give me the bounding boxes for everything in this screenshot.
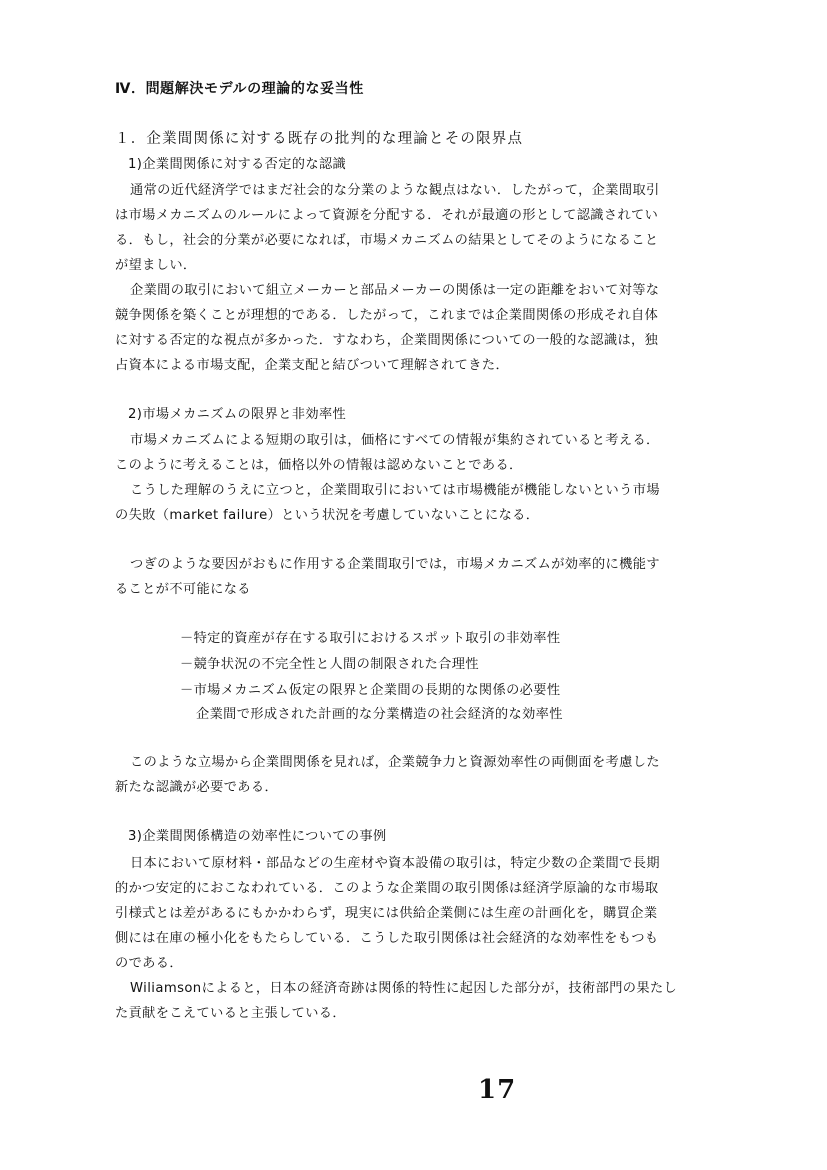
paragraph-line: 市場メカニズムによる短期の取引は，価格にすべての情報が集約されていると考える．	[130, 433, 660, 448]
paragraph-line: ることが不可能になる	[115, 582, 251, 597]
paragraph-line: 側には在庫の極小化をもたらしている．こうした取引関係は社会経済的な効率性をもつも	[115, 931, 659, 946]
paragraph-line: このように考えることは，価格以外の情報は認めないことである．	[115, 458, 523, 473]
section-title: Ⅳ．問題解決モデルの理論的な妥当性	[115, 81, 364, 97]
paragraph-line: 新たな認識が必要である．	[115, 780, 279, 795]
subsection-title: １．企業間関係に対する既存の批判的な理論とその限界点	[115, 131, 524, 147]
paragraph-line: 競争関係を築くことが理想的である．したがって，これまでは企業間関係の形成それ自体	[115, 308, 659, 323]
paragraph-line: る．もし，社会的分業が必要になれば，市場メカニズムの結果としてそのようになること	[115, 233, 659, 248]
paragraph-line: は市場メカニズムのルールによって資源を分配する．それが最適の形として認識されてい	[115, 208, 659, 223]
paragraph-line: 的かつ安定的におこなわれている．このような企業間の取引関係は経済学原論的な市場取	[115, 881, 659, 896]
list-item: －競争状況の不完全性と人間の制限された合理性	[180, 657, 479, 672]
paragraph-line: 占資本による市場支配，企業支配と結びついて理解されてきた．	[115, 358, 510, 373]
paragraph-line: つぎのような要因がおもに作用する企業間取引では，市場メカニズムが効率的に機能す	[130, 557, 660, 572]
page-number: 17	[478, 1075, 517, 1105]
paragraph-line: 企業間の取引において組立メーカーと部品メーカーの関係は一定の距離をおいて対等な	[130, 283, 660, 298]
paragraph-line: このような立場から企業間関係を見れば，企業競争力と資源効率性の両側面を考慮した	[130, 755, 660, 770]
paragraph-line: が望ましい．	[115, 258, 197, 273]
part2-heading: 2)市場メカニズムの限界と非効率性	[128, 407, 347, 422]
paragraph-line: 引様式とは差があるにもかかわらず，現実には供給企業側には生産の計画化を，購買企業	[115, 906, 658, 921]
paragraph-line: た貢献をこえていると主張している．	[115, 1006, 346, 1021]
paragraph-line: 日本において原材料・部品などの生産材や資本設備の取引は，特定少数の企業間で長期	[130, 856, 660, 871]
paragraph-line: こうした理解のうえに立つと，企業間取引においては市場機能が機能しないという市場	[130, 483, 660, 498]
paragraph-line: 通常の近代経済学ではまだ社会的な分業のような観点はない．したがって，企業間取引	[130, 183, 660, 198]
list-item: －特定的資産が存在する取引におけるスポット取引の非効率性	[180, 631, 561, 646]
part1-heading: 1)企業間関係に対する否定的な認識	[128, 157, 347, 172]
paragraph-line: のである．	[115, 956, 183, 971]
part3-heading: 3)企業間関係構造の効率性についての事例	[128, 829, 387, 844]
list-item: －市場メカニズム仮定の限界と企業間の長期的な関係の必要性	[180, 683, 561, 698]
list-item-continuation: 企業間で形成された計画的な分業構造の社会経済的な効率性	[196, 707, 563, 722]
paragraph-line: に対する否定的な視点が多かった．すなわち，企業間関係についての一般的な認識は，独	[115, 333, 659, 348]
paragraph-line: Wiliamsonによると，日本の経済奇跡は関係的特性に起因した部分が，技術部門の果たし	[130, 981, 678, 996]
paragraph-line: の失敗（market failure）という状況を考慮していないことになる．	[115, 508, 540, 523]
